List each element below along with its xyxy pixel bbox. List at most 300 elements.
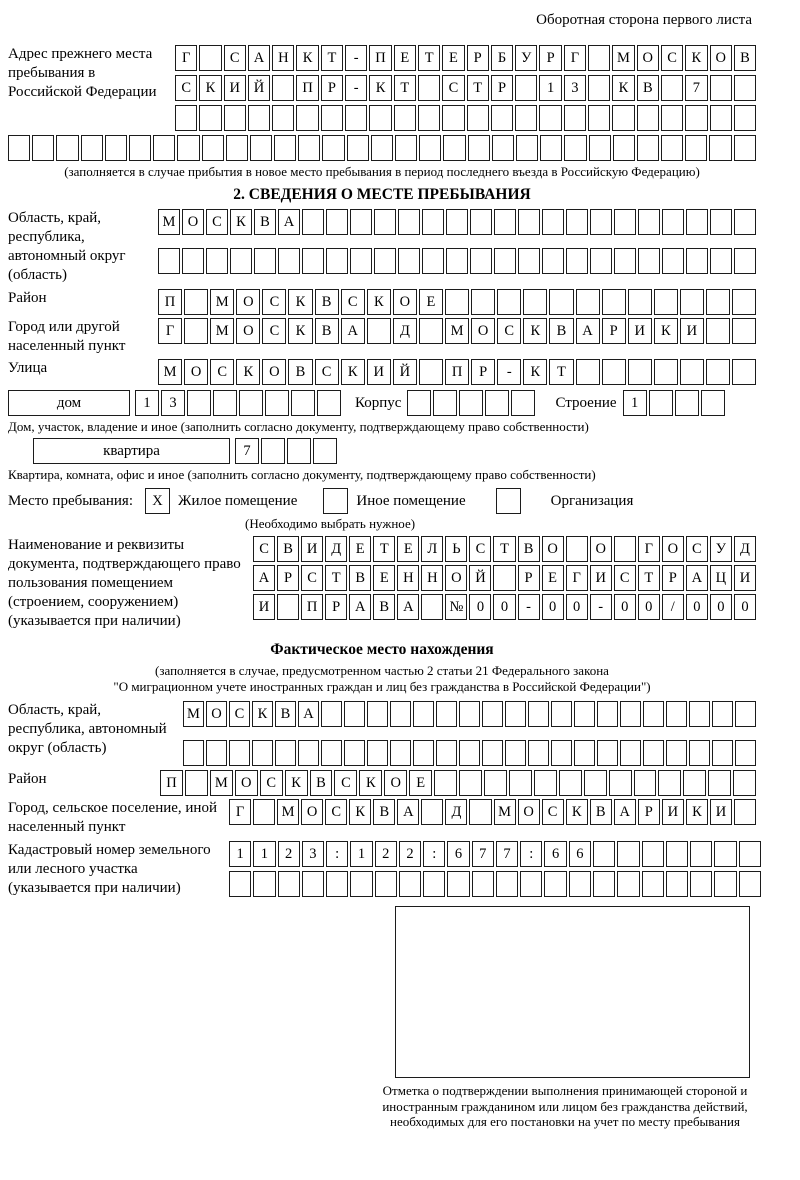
char-cell[interactable] xyxy=(445,289,469,315)
char-cell[interactable] xyxy=(302,248,324,274)
char-cell[interactable] xyxy=(609,770,632,796)
char-cell[interactable] xyxy=(419,318,443,344)
char-cell[interactable] xyxy=(584,770,607,796)
char-cell[interactable]: К xyxy=(341,359,365,385)
char-cell[interactable]: Е xyxy=(349,536,371,562)
char-cell[interactable] xyxy=(239,390,263,416)
char-cell[interactable] xyxy=(661,135,683,161)
char-cell[interactable] xyxy=(470,248,492,274)
stay-type-checkbox-organization[interactable] xyxy=(496,488,521,514)
char-cell[interactable]: И xyxy=(367,359,391,385)
char-cell[interactable]: С xyxy=(341,289,365,315)
char-cell[interactable] xyxy=(597,740,618,766)
char-cell[interactable] xyxy=(593,871,615,897)
char-cell[interactable]: 0 xyxy=(542,594,564,620)
char-cell[interactable] xyxy=(661,105,683,131)
char-cell[interactable]: К xyxy=(236,359,260,385)
char-cell[interactable]: Р xyxy=(662,565,684,591)
char-cell[interactable]: Ь xyxy=(445,536,467,562)
char-cell[interactable]: К xyxy=(566,799,588,825)
char-cell[interactable]: М xyxy=(158,359,182,385)
char-cell[interactable]: В xyxy=(518,536,540,562)
char-cell[interactable]: В xyxy=(549,318,573,344)
char-cell[interactable] xyxy=(564,105,586,131)
char-cell[interactable]: 0 xyxy=(686,594,708,620)
char-cell[interactable] xyxy=(686,248,708,274)
char-cell[interactable] xyxy=(350,871,372,897)
char-cell[interactable] xyxy=(590,209,612,235)
char-cell[interactable] xyxy=(649,390,673,416)
char-cell[interactable]: 3 xyxy=(161,390,185,416)
char-cell[interactable] xyxy=(732,289,756,315)
char-cell[interactable]: Т xyxy=(418,45,440,71)
char-cell[interactable] xyxy=(206,248,228,274)
char-cell[interactable] xyxy=(551,740,572,766)
char-cell[interactable] xyxy=(542,248,564,274)
char-cell[interactable] xyxy=(540,135,562,161)
char-cell[interactable]: Г xyxy=(158,318,182,344)
char-cell[interactable]: И xyxy=(662,799,684,825)
char-cell[interactable] xyxy=(534,770,557,796)
char-cell[interactable] xyxy=(226,135,248,161)
char-cell[interactable] xyxy=(683,770,706,796)
char-cell[interactable] xyxy=(32,135,54,161)
char-cell[interactable] xyxy=(344,701,365,727)
char-cell[interactable] xyxy=(689,740,710,766)
char-cell[interactable] xyxy=(712,740,733,766)
char-cell[interactable] xyxy=(248,105,270,131)
char-cell[interactable]: 3 xyxy=(564,75,586,101)
char-cell[interactable] xyxy=(690,841,712,867)
char-cell[interactable] xyxy=(643,740,664,766)
char-cell[interactable]: А xyxy=(349,594,371,620)
char-cell[interactable]: Г xyxy=(229,799,251,825)
char-cell[interactable]: - xyxy=(497,359,521,385)
char-cell[interactable] xyxy=(344,740,365,766)
char-cell[interactable] xyxy=(418,75,440,101)
char-cell[interactable]: К xyxy=(230,209,252,235)
char-cell[interactable]: В xyxy=(275,701,296,727)
char-cell[interactable]: 0 xyxy=(469,594,491,620)
char-cell[interactable] xyxy=(617,841,639,867)
char-cell[interactable] xyxy=(566,209,588,235)
char-cell[interactable] xyxy=(658,770,681,796)
char-cell[interactable] xyxy=(680,359,704,385)
char-cell[interactable] xyxy=(369,105,391,131)
char-cell[interactable]: 7 xyxy=(472,841,494,867)
char-cell[interactable]: А xyxy=(614,799,636,825)
char-cell[interactable]: 0 xyxy=(734,594,756,620)
char-cell[interactable] xyxy=(177,135,199,161)
char-cell[interactable]: С xyxy=(469,536,491,562)
char-cell[interactable]: О xyxy=(710,45,732,71)
char-cell[interactable]: Р xyxy=(602,318,626,344)
char-cell[interactable] xyxy=(399,871,421,897)
char-cell[interactable] xyxy=(459,390,483,416)
char-cell[interactable]: П xyxy=(301,594,323,620)
char-cell[interactable]: 0 xyxy=(566,594,588,620)
char-cell[interactable]: Е xyxy=(542,565,564,591)
char-cell[interactable] xyxy=(321,105,343,131)
char-cell[interactable] xyxy=(265,390,289,416)
char-cell[interactable]: О xyxy=(301,799,323,825)
char-cell[interactable] xyxy=(8,135,30,161)
char-cell[interactable]: 1 xyxy=(135,390,159,416)
char-cell[interactable] xyxy=(628,359,652,385)
char-cell[interactable]: П xyxy=(445,359,469,385)
char-cell[interactable] xyxy=(654,289,678,315)
char-cell[interactable] xyxy=(184,289,208,315)
char-cell[interactable]: К xyxy=(367,289,391,315)
char-cell[interactable]: К xyxy=(359,770,382,796)
char-cell[interactable]: Н xyxy=(272,45,294,71)
char-cell[interactable]: О xyxy=(235,770,258,796)
char-cell[interactable]: О xyxy=(542,536,564,562)
char-cell[interactable] xyxy=(398,248,420,274)
char-cell[interactable]: А xyxy=(341,318,365,344)
char-cell[interactable]: К xyxy=(252,701,273,727)
char-cell[interactable]: М xyxy=(445,318,469,344)
char-cell[interactable] xyxy=(566,536,588,562)
char-cell[interactable] xyxy=(326,209,348,235)
char-cell[interactable] xyxy=(367,318,391,344)
char-cell[interactable] xyxy=(574,701,595,727)
char-cell[interactable] xyxy=(569,871,591,897)
char-cell[interactable] xyxy=(367,740,388,766)
char-cell[interactable] xyxy=(588,75,610,101)
char-cell[interactable] xyxy=(442,105,464,131)
char-cell[interactable] xyxy=(566,248,588,274)
char-cell[interactable] xyxy=(421,594,443,620)
char-cell[interactable]: М xyxy=(210,289,234,315)
char-cell[interactable]: Д xyxy=(734,536,756,562)
char-cell[interactable] xyxy=(714,841,736,867)
char-cell[interactable] xyxy=(322,135,344,161)
char-cell[interactable] xyxy=(602,359,626,385)
char-cell[interactable] xyxy=(422,209,444,235)
char-cell[interactable]: А xyxy=(278,209,300,235)
char-cell[interactable]: У xyxy=(515,45,537,71)
char-cell[interactable] xyxy=(637,105,659,131)
char-cell[interactable] xyxy=(509,770,532,796)
char-cell[interactable] xyxy=(278,248,300,274)
char-cell[interactable] xyxy=(496,871,518,897)
char-cell[interactable]: / xyxy=(662,594,684,620)
char-cell[interactable] xyxy=(326,871,348,897)
char-cell[interactable] xyxy=(494,248,516,274)
char-cell[interactable]: М xyxy=(612,45,634,71)
char-cell[interactable] xyxy=(734,75,756,101)
char-cell[interactable] xyxy=(588,105,610,131)
stay-type-checkbox-other-premises[interactable] xyxy=(323,488,348,514)
char-cell[interactable]: 7 xyxy=(235,438,259,464)
char-cell[interactable] xyxy=(252,740,273,766)
char-cell[interactable] xyxy=(350,248,372,274)
char-cell[interactable] xyxy=(213,390,237,416)
char-cell[interactable]: С xyxy=(224,45,246,71)
char-cell[interactable]: С xyxy=(206,209,228,235)
char-cell[interactable] xyxy=(733,770,756,796)
char-cell[interactable]: О xyxy=(206,701,227,727)
char-cell[interactable] xyxy=(467,105,489,131)
char-cell[interactable]: 7 xyxy=(685,75,707,101)
char-cell[interactable]: О xyxy=(236,318,260,344)
char-cell[interactable] xyxy=(350,209,372,235)
char-cell[interactable]: № xyxy=(445,594,467,620)
char-cell[interactable] xyxy=(539,105,561,131)
char-cell[interactable] xyxy=(206,740,227,766)
char-cell[interactable] xyxy=(710,209,732,235)
char-cell[interactable]: Т xyxy=(394,75,416,101)
char-cell[interactable]: 1 xyxy=(539,75,561,101)
char-cell[interactable] xyxy=(421,799,443,825)
char-cell[interactable] xyxy=(436,701,457,727)
char-cell[interactable]: А xyxy=(397,594,419,620)
char-cell[interactable]: - xyxy=(518,594,540,620)
char-cell[interactable] xyxy=(413,740,434,766)
char-cell[interactable] xyxy=(710,248,732,274)
char-cell[interactable] xyxy=(422,248,444,274)
char-cell[interactable] xyxy=(706,318,730,344)
char-cell[interactable]: К xyxy=(199,75,221,101)
char-cell[interactable] xyxy=(229,740,250,766)
char-cell[interactable] xyxy=(471,289,495,315)
char-cell[interactable] xyxy=(199,105,221,131)
char-cell[interactable] xyxy=(634,770,657,796)
char-cell[interactable]: Т xyxy=(549,359,573,385)
char-cell[interactable] xyxy=(518,248,540,274)
char-cell[interactable]: К xyxy=(523,318,547,344)
char-cell[interactable]: С xyxy=(614,565,636,591)
char-cell[interactable]: О xyxy=(182,209,204,235)
char-cell[interactable]: Г xyxy=(638,536,660,562)
char-cell[interactable] xyxy=(175,105,197,131)
char-cell[interactable]: И xyxy=(301,536,323,562)
char-cell[interactable] xyxy=(375,871,397,897)
char-cell[interactable] xyxy=(278,871,300,897)
char-cell[interactable] xyxy=(735,701,756,727)
char-cell[interactable] xyxy=(662,248,684,274)
char-cell[interactable] xyxy=(588,45,610,71)
char-cell[interactable] xyxy=(158,248,180,274)
char-cell[interactable]: К xyxy=(685,45,707,71)
char-cell[interactable] xyxy=(734,799,756,825)
char-cell[interactable]: Т xyxy=(321,45,343,71)
char-cell[interactable] xyxy=(542,209,564,235)
char-cell[interactable] xyxy=(470,209,492,235)
char-cell[interactable] xyxy=(492,135,514,161)
char-cell[interactable] xyxy=(734,135,756,161)
char-cell[interactable] xyxy=(482,701,503,727)
char-cell[interactable] xyxy=(689,701,710,727)
char-cell[interactable]: М xyxy=(494,799,516,825)
char-cell[interactable]: И xyxy=(224,75,246,101)
char-cell[interactable]: У xyxy=(710,536,732,562)
char-cell[interactable]: Р xyxy=(467,45,489,71)
char-cell[interactable]: О xyxy=(236,289,260,315)
char-cell[interactable]: 0 xyxy=(614,594,636,620)
char-cell[interactable] xyxy=(701,390,725,416)
char-cell[interactable] xyxy=(686,209,708,235)
char-cell[interactable] xyxy=(459,701,480,727)
char-cell[interactable] xyxy=(505,740,526,766)
char-cell[interactable]: В xyxy=(254,209,276,235)
char-cell[interactable]: 1 xyxy=(350,841,372,867)
char-cell[interactable] xyxy=(326,248,348,274)
char-cell[interactable] xyxy=(229,871,251,897)
char-cell[interactable]: Т xyxy=(638,565,660,591)
char-cell[interactable]: К xyxy=(288,289,312,315)
char-cell[interactable] xyxy=(661,75,683,101)
char-cell[interactable]: 0 xyxy=(493,594,515,620)
char-cell[interactable]: К xyxy=(296,45,318,71)
char-cell[interactable]: В xyxy=(288,359,312,385)
char-cell[interactable] xyxy=(614,248,636,274)
char-cell[interactable]: М xyxy=(183,701,204,727)
char-cell[interactable] xyxy=(407,390,431,416)
char-cell[interactable] xyxy=(321,740,342,766)
char-cell[interactable] xyxy=(275,740,296,766)
char-cell[interactable] xyxy=(374,248,396,274)
char-cell[interactable] xyxy=(666,871,688,897)
char-cell[interactable]: Р xyxy=(539,45,561,71)
char-cell[interactable]: А xyxy=(298,701,319,727)
char-cell[interactable]: И xyxy=(680,318,704,344)
char-cell[interactable] xyxy=(423,871,445,897)
char-cell[interactable]: Д xyxy=(393,318,417,344)
char-cell[interactable]: В xyxy=(315,318,339,344)
char-cell[interactable] xyxy=(272,75,294,101)
char-cell[interactable]: Г xyxy=(564,45,586,71)
char-cell[interactable]: В xyxy=(637,75,659,101)
char-cell[interactable]: 0 xyxy=(638,594,660,620)
char-cell[interactable]: Р xyxy=(638,799,660,825)
char-cell[interactable] xyxy=(706,289,730,315)
char-cell[interactable]: О xyxy=(184,359,208,385)
char-cell[interactable]: 3 xyxy=(302,841,324,867)
char-cell[interactable]: С xyxy=(229,701,250,727)
char-cell[interactable]: Т xyxy=(467,75,489,101)
char-cell[interactable]: 0 xyxy=(710,594,732,620)
char-cell[interactable] xyxy=(183,740,204,766)
char-cell[interactable] xyxy=(371,135,393,161)
char-cell[interactable] xyxy=(230,248,252,274)
char-cell[interactable] xyxy=(734,248,756,274)
char-cell[interactable]: Р xyxy=(321,75,343,101)
char-cell[interactable] xyxy=(185,770,208,796)
char-cell[interactable]: С xyxy=(260,770,283,796)
char-cell[interactable] xyxy=(484,770,507,796)
char-cell[interactable] xyxy=(712,701,733,727)
char-cell[interactable] xyxy=(443,135,465,161)
char-cell[interactable] xyxy=(419,135,441,161)
char-cell[interactable] xyxy=(345,105,367,131)
char-cell[interactable]: П xyxy=(369,45,391,71)
char-cell[interactable] xyxy=(515,75,537,101)
char-cell[interactable] xyxy=(291,390,315,416)
char-cell[interactable] xyxy=(518,209,540,235)
char-cell[interactable] xyxy=(302,209,324,235)
char-cell[interactable] xyxy=(685,135,707,161)
char-cell[interactable] xyxy=(367,701,388,727)
char-cell[interactable] xyxy=(250,135,272,161)
char-cell[interactable]: Б xyxy=(491,45,513,71)
char-cell[interactable]: И xyxy=(710,799,732,825)
char-cell[interactable] xyxy=(614,536,636,562)
char-cell[interactable] xyxy=(202,135,224,161)
char-cell[interactable]: И xyxy=(590,565,612,591)
char-cell[interactable]: М xyxy=(158,209,180,235)
char-cell[interactable] xyxy=(482,740,503,766)
char-cell[interactable]: Т xyxy=(373,536,395,562)
stay-type-checkbox-residential[interactable]: X xyxy=(145,488,170,514)
char-cell[interactable] xyxy=(274,135,296,161)
char-cell[interactable]: Е xyxy=(409,770,432,796)
char-cell[interactable]: О xyxy=(662,536,684,562)
char-cell[interactable]: С xyxy=(210,359,234,385)
char-cell[interactable]: О xyxy=(637,45,659,71)
char-cell[interactable] xyxy=(277,594,299,620)
char-cell[interactable]: Д xyxy=(445,799,467,825)
char-cell[interactable]: А xyxy=(397,799,419,825)
char-cell[interactable] xyxy=(637,135,659,161)
char-cell[interactable] xyxy=(394,105,416,131)
char-cell[interactable]: М xyxy=(277,799,299,825)
char-cell[interactable]: 1 xyxy=(229,841,251,867)
char-cell[interactable]: : xyxy=(326,841,348,867)
char-cell[interactable]: Г xyxy=(175,45,197,71)
char-cell[interactable] xyxy=(468,135,490,161)
char-cell[interactable] xyxy=(321,701,342,727)
char-cell[interactable]: С xyxy=(334,770,357,796)
char-cell[interactable] xyxy=(469,799,491,825)
char-cell[interactable] xyxy=(520,871,542,897)
char-cell[interactable]: - xyxy=(345,45,367,71)
char-cell[interactable]: 6 xyxy=(544,841,566,867)
char-cell[interactable] xyxy=(494,209,516,235)
char-cell[interactable] xyxy=(666,740,687,766)
char-cell[interactable] xyxy=(184,318,208,344)
char-cell[interactable] xyxy=(614,209,636,235)
char-cell[interactable] xyxy=(559,770,582,796)
char-cell[interactable] xyxy=(735,740,756,766)
char-cell[interactable]: К xyxy=(349,799,371,825)
char-cell[interactable] xyxy=(447,871,469,897)
char-cell[interactable] xyxy=(642,841,664,867)
char-cell[interactable]: : xyxy=(520,841,542,867)
char-cell[interactable]: 7 xyxy=(496,841,518,867)
char-cell[interactable] xyxy=(734,105,756,131)
char-cell[interactable] xyxy=(612,105,634,131)
char-cell[interactable]: Е xyxy=(394,45,416,71)
char-cell[interactable] xyxy=(224,105,246,131)
char-cell[interactable]: К xyxy=(612,75,634,101)
char-cell[interactable] xyxy=(597,701,618,727)
char-cell[interactable]: О xyxy=(445,565,467,591)
char-cell[interactable]: 6 xyxy=(447,841,469,867)
char-cell[interactable] xyxy=(528,740,549,766)
char-cell[interactable]: К xyxy=(523,359,547,385)
char-cell[interactable] xyxy=(505,701,526,727)
char-cell[interactable] xyxy=(187,390,211,416)
char-cell[interactable]: Р xyxy=(325,594,347,620)
char-cell[interactable]: 2 xyxy=(375,841,397,867)
char-cell[interactable] xyxy=(418,105,440,131)
char-cell[interactable] xyxy=(564,135,586,161)
char-cell[interactable] xyxy=(574,740,595,766)
char-cell[interactable] xyxy=(493,565,515,591)
char-cell[interactable]: В xyxy=(349,565,371,591)
